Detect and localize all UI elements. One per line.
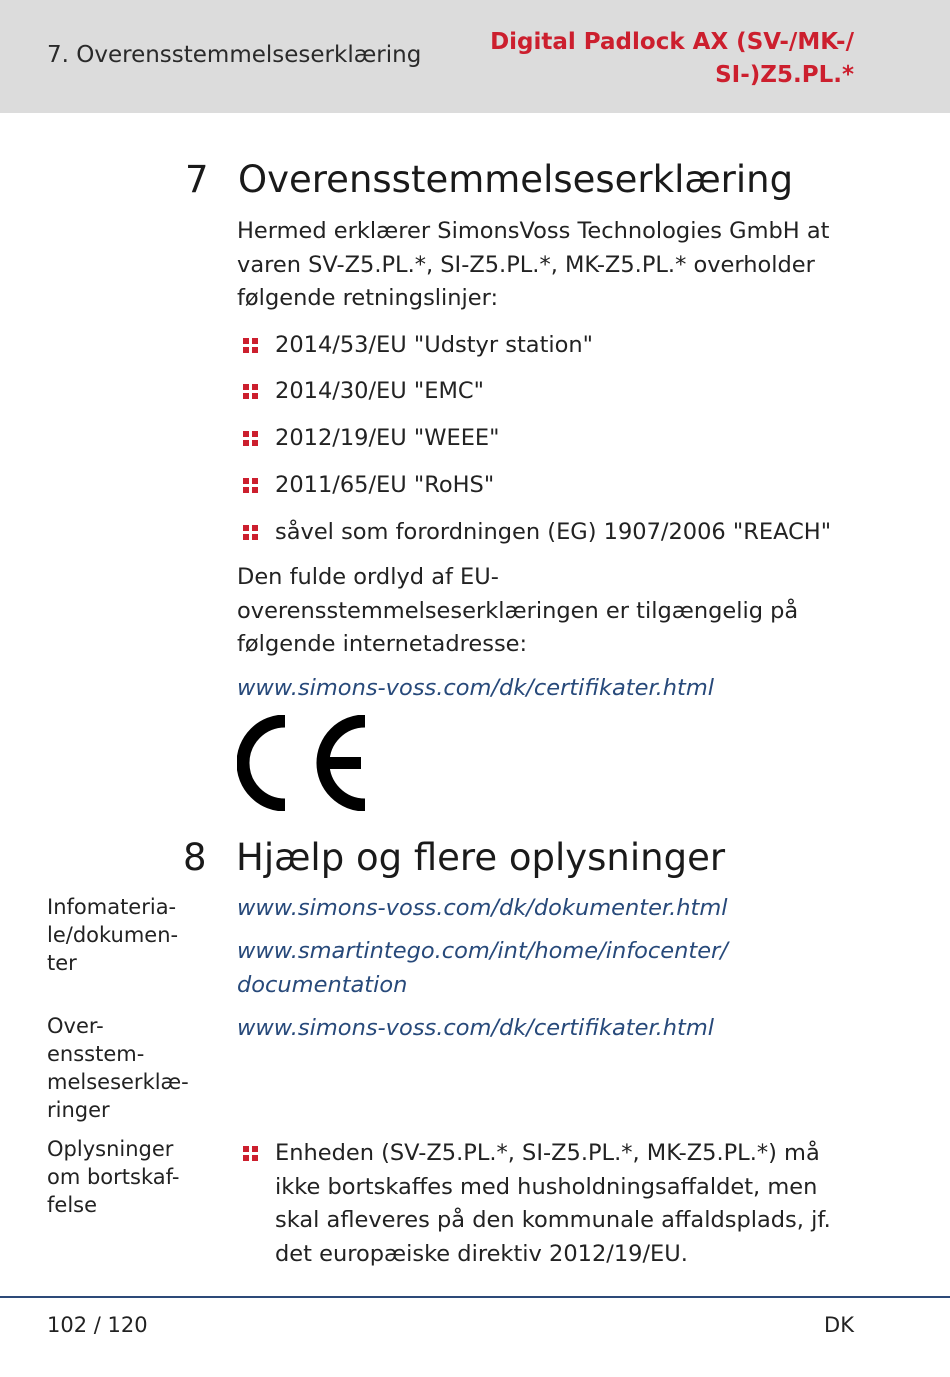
label-line: melseserklæ- xyxy=(47,1070,189,1094)
ce-mark-icon xyxy=(237,715,377,811)
header-product-line1: Digital Padlock AX (SV-/MK-/ xyxy=(490,29,854,55)
intro-line: varen SV-Z5.PL.*, SI-Z5.PL.*, MK-Z5.PL.* overholder xyxy=(237,251,815,278)
declarations-label xyxy=(47,1012,217,1124)
page-header xyxy=(0,0,950,113)
bullet-icon xyxy=(243,525,259,541)
directive-text: 2012/19/EU "WEEE" xyxy=(275,425,500,451)
certificates-link[interactable]: www.simons-voss.com/dk/certifikater.html xyxy=(237,675,715,701)
bullet-icon xyxy=(243,338,259,354)
page-number: 102 / 120 xyxy=(47,1313,148,1337)
directive-text: 2011/65/EU "RoHS" xyxy=(275,472,495,498)
footer-divider xyxy=(0,1296,950,1298)
disposal-text xyxy=(275,1137,850,1271)
label-line: om bortskaf- xyxy=(47,1165,180,1189)
intro-line: følgende retningslinjer: xyxy=(237,285,499,311)
intro-line: Hermed erklærer SimonsVoss Technologies GmbH at xyxy=(237,218,830,244)
fulltext-line: overensstemmelseserklæringen er tilgængelig på xyxy=(237,597,799,624)
label-line: ensstem- xyxy=(47,1042,145,1066)
section-7-title: Overensstemmelseserklæring xyxy=(238,158,794,201)
disposal-line: ikke bortskaffes med husholdningsaffaldet, men xyxy=(275,1173,818,1200)
disposal-line: Enheden (SV-Z5.PL.*, SI-Z5.PL.*, MK-Z5.PL.*) må xyxy=(275,1140,820,1166)
section-8-title: Hjælp og flere oplysninger xyxy=(236,836,726,879)
disposal-line: skal afleveres på den kommunale affaldsplads, jf. xyxy=(275,1207,831,1233)
directive-text: 2014/53/EU "Udstyr station" xyxy=(275,332,594,358)
label-line: ringer xyxy=(47,1098,110,1122)
directive-text: 2014/30/EU "EMC" xyxy=(275,378,484,404)
label-line: ter xyxy=(47,951,77,975)
smartintego-link[interactable] xyxy=(237,934,847,1002)
fulltext-line: følgende internetadresse: xyxy=(237,631,528,657)
fulltext-line: Den fulde ordlyd af EU- xyxy=(237,564,499,590)
documents-link[interactable]: www.simons-voss.com/dk/dokumenter.html xyxy=(237,895,728,921)
disposal-label xyxy=(47,1135,217,1219)
header-product-line2: SI-)Z5.PL.* xyxy=(715,62,854,88)
info-material-label xyxy=(47,893,217,977)
declarations-link[interactable]: www.simons-voss.com/dk/certifikater.html xyxy=(237,1015,715,1041)
section-7-number: 7 xyxy=(185,158,209,201)
bullet-icon xyxy=(243,478,259,494)
label-line: le/dokumen- xyxy=(47,923,179,947)
bullet-icon xyxy=(243,431,259,447)
section-8-number: 8 xyxy=(183,836,207,879)
smartintego-link-line[interactable]: www.smartintego.com/int/home/infocenter/ xyxy=(237,938,728,964)
smartintego-link-line[interactable]: documentation xyxy=(237,972,408,998)
label-line: Over- xyxy=(47,1014,104,1038)
directive-text: såvel som forordningen (EG) 1907/2006 "REACH" xyxy=(275,519,832,545)
section-7-fulltext xyxy=(237,561,847,662)
label-line: Infomateria- xyxy=(47,895,177,919)
bullet-icon xyxy=(243,1146,259,1162)
bullet-icon xyxy=(243,384,259,400)
section-7-intro xyxy=(237,215,847,316)
label-line: Oplysninger xyxy=(47,1137,174,1161)
disposal-line: det europæiske direktiv 2012/19/EU. xyxy=(275,1240,688,1267)
label-line: felse xyxy=(47,1193,98,1217)
header-section-title: 7. Overensstemmelseserklæring xyxy=(47,42,422,68)
language-code: DK xyxy=(824,1313,854,1337)
header-product-title xyxy=(434,26,854,92)
